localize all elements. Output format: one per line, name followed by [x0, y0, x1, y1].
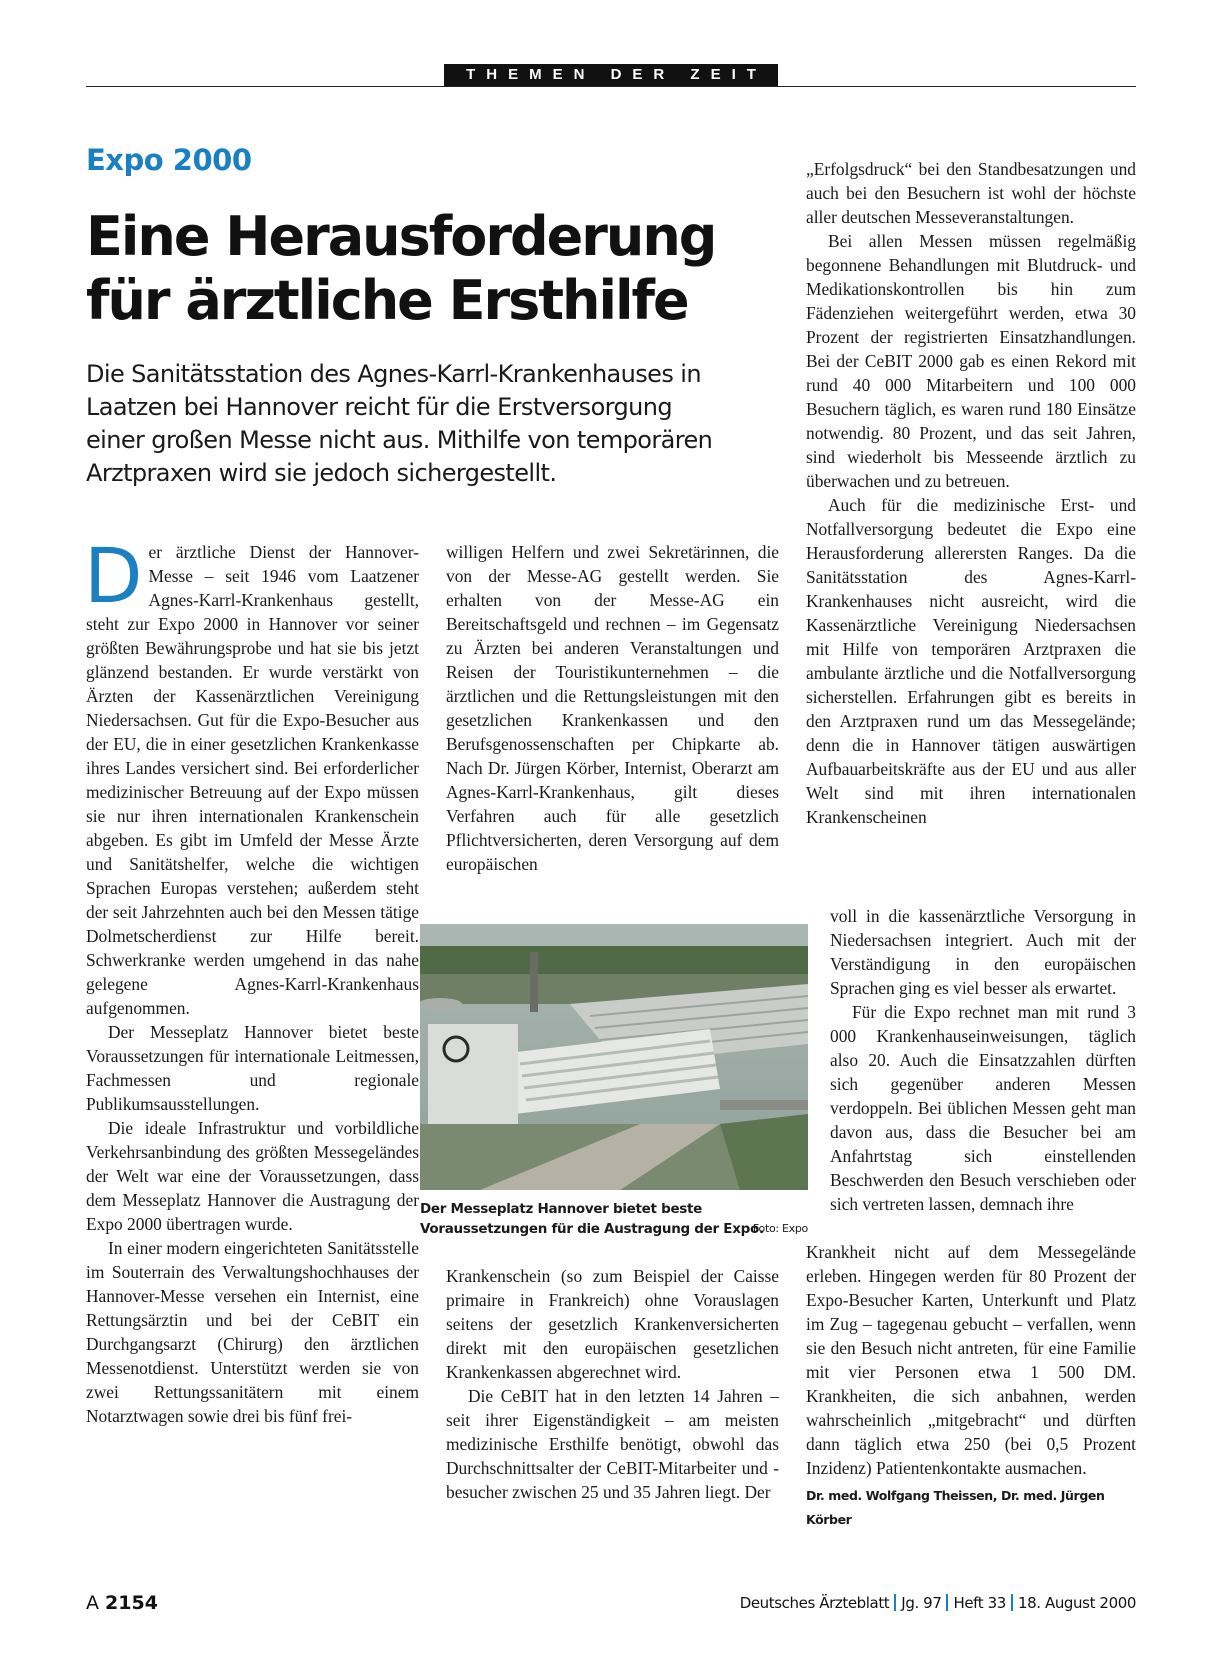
journal-name: Deutsches Ärzteblatt [739, 1594, 890, 1612]
paragraph: Krankenschein (so zum Beispiel der Caisse primaire in Frankreich) ohne Vorauslagen seitens der gesetzlich Krankenversicherten direkt mit den europäischen gesetzlichen Krankenkassen abgerechnet wird. [446, 1266, 779, 1382]
footer-separator [946, 1594, 948, 1611]
aerial-photo-illustration [420, 924, 808, 1190]
page-number-value: 2154 [105, 1592, 158, 1614]
article-kicker: Expo 2000 [86, 143, 252, 177]
body-column-2-bottom [446, 1264, 779, 1504]
footer-separator [1011, 1594, 1013, 1611]
paragraph: Die ideale Infrastruktur und vorbildliche Verkehrsanbindung des größten Messegeländes der Welt war eine der Voraussetzungen, dass dem Messeplatz Hannover die Austragung der Expo 2000 übertragen wurde. [86, 1118, 419, 1234]
photo-caption [420, 1199, 808, 1239]
paragraph: Für die Expo rechnet man mit rund 3 000 Krankenhauseinweisungen, täglich also 20. Auch die Einsatzzahlen dürften sich gegenüber anderen Messen verdoppeln. Bei üblichen Messen geht man davon aus, dass die Besucher bei am Anfahrtstag sich einstellenden Beschwerden den Besuch verschieben oder sich vertreten lassen, demnach ihre [830, 1002, 1136, 1214]
article-lead: Die Sanitätsstation des Agnes-Karrl-Krankenhauses in Laatzen bei Hannover reicht für die Erstversorgung einer großen Messe nicht aus. Mithilfe von temporären Arztpraxen wird sie jedoch sichergestellt. [86, 360, 713, 487]
paragraph-text: er ärztliche Dienst der Hannover-Messe – seit 1946 vom Laatzener Agnes-Karrl-Krankenhaus gestellt, steht zur Expo 2000 in Hannover vor seiner größten Bewährungsprobe und hat sie bis jetzt glänzend bestanden. Er wurde verstärkt von Ärzten der Kassenärztlichen Vereinigung Niedersachsen. Gut für die Expo-Besucher aus der EU, die in einer gesetzlichen Krankenkasse ihres Landes versichert sind. Bei erforderlicher medizinischer Betreuung auf der Expo müssen sie nur ihren internationalen Krankenschein abgeben. Es gibt im Umfeld der Messe Ärzte und Sanitätshelfer, welche die wichtigen Sprachen Europas verstehen; außerdem steht der seit Jahrzehnten auch bei den Messen tätige Dolmetscherdienst zur Hilfe bereit. Schwerkranke werden umgehend in das nahe gelegene Agnes-Karrl-Krankenhaus aufgenommen. [86, 542, 419, 1018]
paragraph: Auch für die medizinische Erst- und Notfallversorgung bedeutet die Expo eine Herausforderung allerersten Ranges. Da die Sanitätsstation des Agnes-Karrl-Krankenhauses nicht ausreicht, wird die Kassenärztliche Vereinigung Niedersachsen mit Hilfe von temporären Arztpraxen die ambulante ärztliche und die Notfallversorgung sicherstellen. Erfahrungen gibt es bereits in den Arztpraxen rund um das Messegelände; denn die in Hannover tätigen auswärtigen Aufbauarbeitskräfte aus der EU und aus aller Welt sind mit ihren internationalen Krankenscheinen [806, 495, 1136, 827]
paragraph: Die CeBIT hat in den letzten 14 Jahren – seit ihrer Eigenständigkeit – am meisten medizinische Ersthilfe benötigt, obwohl das Durchschnittsalter der CeBIT-Mitarbeiter und -besucher zwischen 25 und 35 Jahren liegt. Der [446, 1386, 779, 1502]
author-line: Dr. med. Wolfgang Theissen, Dr. med. Jürgen Körber [806, 1488, 1105, 1527]
paragraph [84, 531, 419, 1020]
journal-volume: Jg. 97 [901, 1594, 942, 1612]
journal-footer [740, 1594, 1136, 1612]
paragraph: voll in die kassenärztliche Versorgung in Niedersachsen integriert. Auch mit der Verständigung in den europäischen Sprachen ging es viel besser als erwartet. [830, 906, 1136, 998]
drop-cap: D [84, 531, 143, 620]
paragraph: In einer modern eingerichteten Sanitätsstelle im Souterrain des Verwaltungshochhauses der Hannover-Messe versehen ein Internist, eine Rettungsärztin und bei der CeBIT ein Durchgangsarzt (Chirurg) den ärztlichen Messenotdienst. Unterstützt werden sie von zwei Rettungssanitätern mit einem Notarztwagen sowie drei bis fünf frei- [86, 1238, 419, 1426]
messeplatz-photo [420, 924, 808, 1190]
page-number [86, 1592, 158, 1614]
body-column-3-top [806, 157, 1136, 829]
section-rubric: THEMEN DER ZEIT [444, 64, 778, 86]
paragraph: Bei allen Messen müssen regelmäßig begonnene Behandlungen mit Blutdruck- und Medikationskontrollen bis hin zum Fädenziehen weitergeführt werden, etwa 30 Prozent der registrierten Einsatzhandlungen. Bei der CeBIT 2000 gab es einen Rekord mit rund 40 000 Mitarbeitern und 100 000 Besuchern täglich, es waren rund 180 Einsätze notwendig. 80 Prozent, und das seit Jahren, sind wiederholt bis Messeende ärztlich zu überwachen und zu betreuen. [806, 231, 1136, 491]
body-column-3-middle [830, 904, 1136, 1216]
footer-separator [894, 1594, 896, 1611]
caption-text: Der Messeplatz Hannover bietet beste Voraussetzungen für die Austragung der Expo. [420, 1201, 764, 1237]
journal-date: 18. August 2000 [1017, 1594, 1136, 1612]
paragraph: Krankheit nicht auf dem Messegelände erleben. Hingegen werden für 80 Prozent der Expo-Besucher Karten, Unterkunft und Platz im Zug – tagegenau gebucht – verfallen, wenn sie den Besuch nicht antreten, für eine Familie mit vier Personen etwa 1 500 DM. Krankheiten, die sich anbahnen, werden wahrscheinlich „mitgebracht“ und dürften dann täglich etwa 250 (bei 0,5 Prozent Inzidenz) Patientenkontakte ausmachen. [806, 1242, 1136, 1478]
header-rule [86, 86, 1136, 87]
body-column-2-top [446, 540, 779, 876]
photo-credit: Foto: Expo [752, 1222, 808, 1235]
article-headline: Eine Herausforderung für ärztliche Ersthilfe [86, 205, 716, 332]
paragraph: willigen Helfern und zwei Sekretärinnen, die von der Messe-AG gestellt werden. Sie erhalten von der Messe-AG ein Bereitschaftsgeld und rechnen – im Gegensatz zu Ärzten bei anderen Veranstaltungen und Reisen der Touristikunternehmen – die ärztlichen und die Rettungsleistungen mit den gesetzlichen Krankenkassen und den Berufsgenossenschaften per Chipkarte ab. Nach Dr. Jürgen Körber, Internist, Oberarzt am Agnes-Karrl-Krankenhaus, gilt dieses Verfahren auch für alle gesetzlich Pflichtversicherten, deren Versorgung auf dem europäischen [446, 542, 779, 874]
paragraph: „Erfolgsdruck“ bei den Standbesatzungen und auch bei den Besuchern ist wohl der höchste aller deutschen Messeveranstaltungen. [806, 159, 1136, 227]
body-column-3-bottom [806, 1240, 1136, 1532]
journal-issue: Heft 33 [953, 1594, 1006, 1612]
body-column-1 [84, 531, 419, 1428]
page-prefix: A [86, 1592, 99, 1614]
paragraph: Der Messeplatz Hannover bietet beste Voraussetzungen für internationale Leitmessen, Fachmessen und regionale Publikumsausstellungen. [86, 1022, 419, 1114]
